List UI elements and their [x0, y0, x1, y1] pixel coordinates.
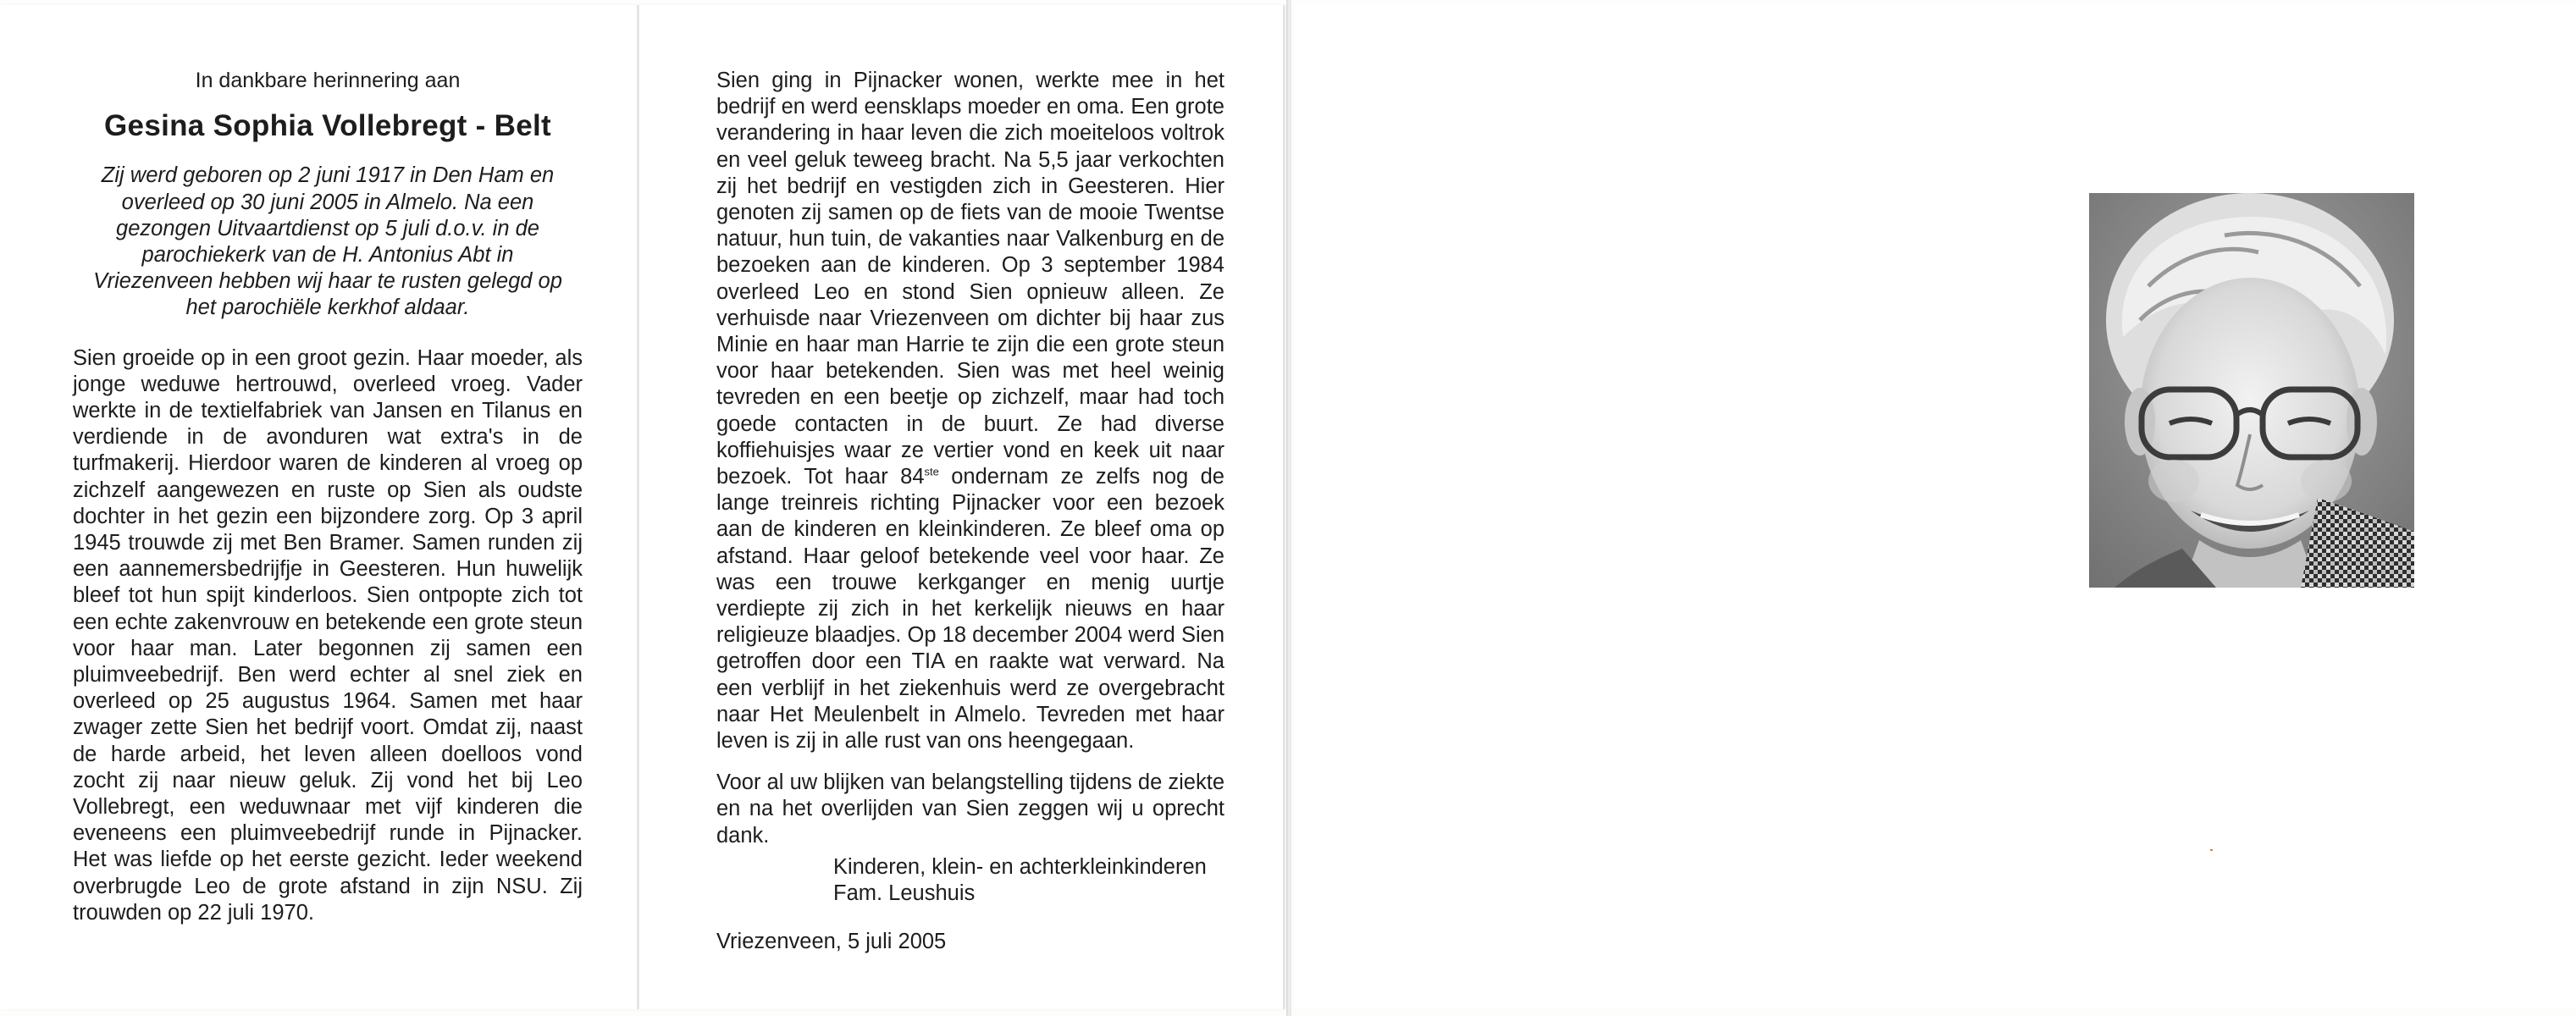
paper-speck: [2210, 849, 2213, 851]
portrait-photo: [2089, 193, 2414, 588]
notice-line: gezongen Uitvaartdienst op 5 juli d.o.v. in de: [116, 216, 539, 240]
middle-text-column: [716, 68, 1224, 956]
life-story-text: Sien ging in Pijnacker wonen, werkte mee in het bedrijf en werd eensklaps moeder en oma. Een grote verandering in haar leven die zich moeiteloos voltrok en veel geluk teweeg bracht. Na 5,5 jaar verkochten zij het bedrijf en vestigden zich in Geesteren. Hier genoten zij samen op de fiets van de mooie Twentse natuur, hun tuin, de vakanties naar Valkenburg en de bezoeken aan de kinderen. Op 3 september 1984 overleed Leo en stond Sien opnieuw alleen. Ze verhuisde naar Vriezenveen om dichter bij haar zus Minie en haar man Harrie te zijn die een grote steun voor haar betekenden. Sien was met heel weinig tevreden en een beetje op zichzelf, maar had toch goede contacten in de buurt. Ze had diverse koffiehuisjes waar ze vertier vond en keek uit naar bezoek. Tot haar 84: [716, 69, 1224, 489]
signer-line: Kinderen, klein- en achterkleinkinderen: [833, 854, 1207, 879]
portrait-illustration: [2089, 193, 2414, 588]
life-story-part-one: Sien groeide op in een groot gezin. Haar moeder, als jonge weduwe hertrouwd, overleed vroeg. Vader werkte in de textielfabriek van Jansen en Tilanus en verdiende in de avonduren wat extra's in de turfmakerij. Hierdoor waren de kinderen al vroeg op zichzelf aangewezen en ruste op Sien als oudste dochter in het gezin een bijzondere zorg. Op 3 april 1945 trouwde zij met Ben Bramer. Samen runden zij een aannemersbedrijfje in Geesteren. Hun huwelijk bleef tot hun spijt kinderloos. Sien ontpopte zich tot een echte zakenvrouw en betekende een grote steun voor haar man. Later begonnen zij samen een pluimveebedrijf. Ben werd echter al snel ziek en overleed op 25 augustus 1964. Samen met haar zwager zette Sien het bedrijf voort. Omdat zij, naast de harde arbeid, het leven alleen doelloos vond zocht zij naar nieuw geluk. Zij vond het bij Leo Vollebregt, een weduwnaar met vijf kinderen die eveneens een pluimveebedrijf runde in Pijnacker. Het was liefde op het eerste gezicht. Ieder weekend overbrugde Leo de grote afstand in zijn NSU. Zij trouwden op 22 juli 1970.: [73, 345, 583, 925]
place-and-date: Vriezenveen, 5 juli 2005: [716, 930, 947, 954]
notice-line: Zij werd geboren op 2 juni 1917 in Den Ham en: [101, 163, 555, 188]
life-story-text-continued: ondernam ze zelfs nog de lange treinreis richting Pijnacker voor een bezoek aan de kinderen en kleinkinderen. Ze bleef oma op afstand. Haar geloof betekende veel voor haar. Ze was een trouwe kerkganger en menig uurtje verdiepte zij zich in het kerkelijk nieuws en haar religieuze blaadjes. Op 18 december 2004 werd Sien getroffen door een TIA en raakte wat verward. Na een verblijf in het ziekenhuis werd ze overgebracht naar Het Meulenbelt in Almelo. Tevreden met haar leven is zij in alle rust van ons heengegaan.: [716, 465, 1224, 754]
center-fold-line: [637, 5, 639, 1009]
notice-line: parochiekerk van de H. Antonius Abt in: [141, 243, 514, 268]
life-story-part-two: [716, 68, 1224, 754]
signer-line: Fam. Leushuis: [833, 881, 976, 906]
notice-line: het parochiële kerkhof aldaar.: [185, 295, 470, 320]
ordinal-suffix: ste: [924, 465, 939, 478]
birth-death-notice: [73, 163, 583, 321]
card-fold-edge: [1286, 0, 1291, 1016]
deceased-name: Gesina Sophia Vollebregt - Belt: [104, 109, 551, 143]
left-text-column: [73, 68, 583, 926]
signature-block: [716, 854, 1224, 907]
intro-text: In dankbare herinnering aan: [195, 69, 461, 92]
notice-line: overleed op 30 juni 2005 in Almelo. Na een: [121, 190, 534, 214]
notice-line: Vriezenveen hebben wij haar te rusten gelegd op: [93, 269, 562, 294]
thanks-text: Voor al uw blijken van belangstelling tijdens de ziekte en na het overlijden van Sien zeggen wij u oprecht dank.: [716, 770, 1224, 848]
